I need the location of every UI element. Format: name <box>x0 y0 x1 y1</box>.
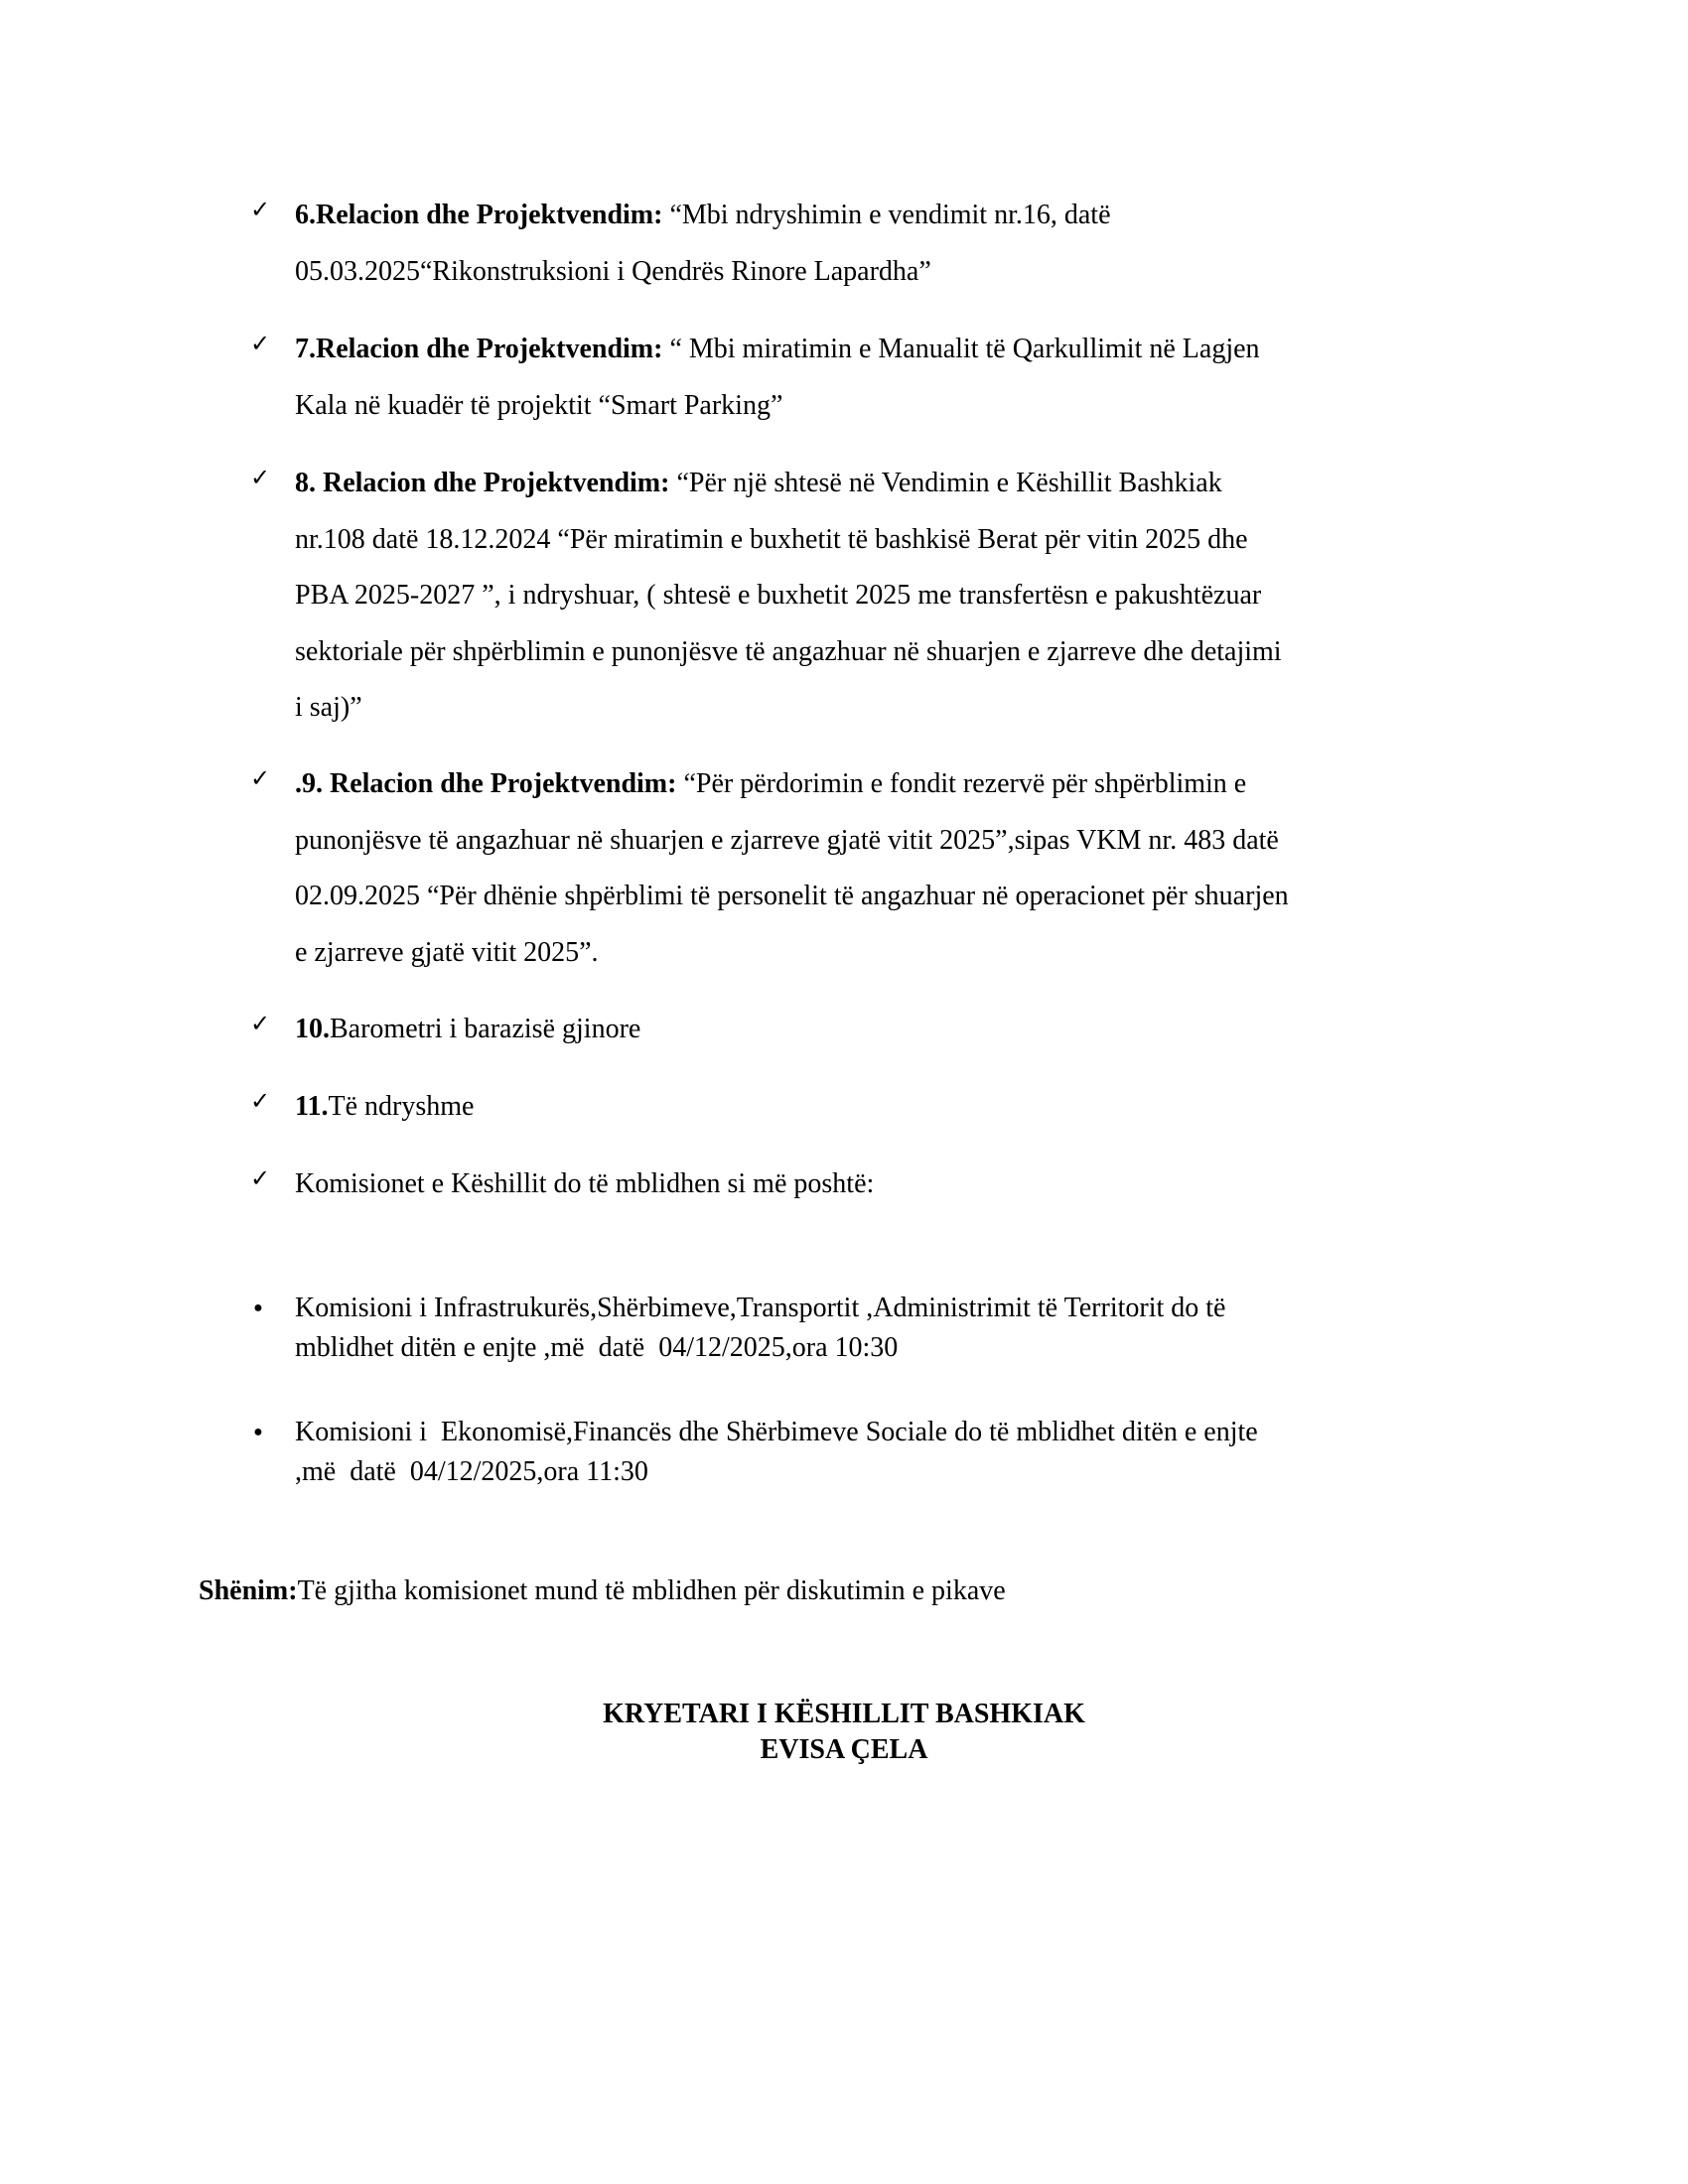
commission-item-infrastructure <box>253 1289 1486 1368</box>
agenda-item-line: 7.Relacion dhe Projektvendim: “ Mbi miratimin e Manualit të Qarkullimit në Lagjen <box>295 334 1260 364</box>
agenda-item-heading: .9. Relacion dhe Projektvendim: <box>295 768 677 799</box>
agenda-item-8 <box>249 464 1486 745</box>
agenda-item-line: PBA 2025-2027 ”, i ndryshuar, ( shtesë e buxhetit 2025 me transfertësn e pakushtëzuar <box>295 580 1262 611</box>
agenda-item-line: Kala në kuadër të projektit “Smart Parking” <box>295 389 783 421</box>
agenda-item-11 <box>249 1087 1486 1127</box>
agenda-item-line: 11.Të ndryshme <box>295 1091 475 1122</box>
agenda-item-line: 02.09.2025 “Për dhënie shpërblimi të personelit të angazhuar në operacionet për shuarjen <box>295 881 1289 911</box>
check-icon: ✓ <box>249 464 271 491</box>
agenda-item-7 <box>249 330 1486 442</box>
agenda-item-9 <box>249 764 1486 989</box>
agenda-item-10 <box>249 1010 1486 1049</box>
agenda-item-heading: 11. <box>295 1091 329 1122</box>
agenda-item-line: sektoriale për shpërblimin e punonjësve të angazhuar në shuarjen e zjarreve dhe detajimi <box>295 635 1282 667</box>
check-icon: ✓ <box>249 1164 271 1192</box>
check-icon: ✓ <box>249 764 271 792</box>
bullet-icon: ● <box>253 1299 263 1316</box>
agenda-item-line: punonjësve të angazhuar në shuarjen e zjarreve gjatë vitit 2025”,sipas VKM nr. 483 datë <box>295 824 1279 856</box>
agenda-item-line: 05.03.2025“Rikonstruksioni i Qendrës Rinore Lapardha” <box>295 255 931 287</box>
agenda-item-6 <box>249 196 1486 308</box>
signature-title: KRYETARI I KËSHILLIT BASHKIAK <box>603 1699 1085 1729</box>
commission-item-line: Komisioni i Infrastrukurës,Shërbimeve,Transportit ,Administrimit të Territorit do të <box>295 1293 1226 1323</box>
agenda-item-line: e zjarreve gjatë vitit 2025”. <box>295 936 599 968</box>
note <box>199 1571 1006 1611</box>
commission-item-economy <box>253 1413 1486 1492</box>
agenda-item-line: 8. Relacion dhe Projektvendim: “Për një shtesë në Vendimin e Këshillit Bashkiak <box>295 468 1222 498</box>
agenda-item-line: i saj)” <box>295 692 362 723</box>
check-icon: ✓ <box>249 196 271 223</box>
agenda-item-heading: 10. <box>295 1014 330 1044</box>
agenda-item-line: Komisionet e Këshillit do të mblidhen si më poshtë: <box>295 1168 875 1199</box>
agenda-item-commissions <box>249 1164 1486 1204</box>
note-text: Të gjitha komisionet mund të mblidhen për diskutimin e pikave <box>297 1575 1006 1606</box>
check-icon: ✓ <box>249 330 271 357</box>
check-icon: ✓ <box>249 1087 271 1115</box>
signature-name: EVISA ÇELA <box>760 1734 928 1765</box>
agenda-item-line: 10.Barometri i barazisë gjinore <box>295 1014 641 1044</box>
agenda-item-heading: 6.Relacion dhe Projektvendim: <box>295 200 663 230</box>
agenda-item-line: 6.Relacion dhe Projektvendim: “Mbi ndryshimin e vendimit nr.16, datë <box>295 200 1111 230</box>
agenda-item-line: nr.108 datë 18.12.2024 “Për miratimin e buxhetit të bashkisë Berat për vitin 2025 dhe <box>295 523 1248 555</box>
check-icon: ✓ <box>249 1010 271 1037</box>
commission-item-line: ,më datë 04/12/2025,ora 11:30 <box>295 1456 648 1487</box>
commission-item-line: mblidhet ditën e enjte ,më datë 04/12/2025,ora 10:30 <box>295 1332 899 1363</box>
bullet-icon: ● <box>253 1424 263 1440</box>
agenda-item-line: .9. Relacion dhe Projektvendim: “Për përdorimin e fondit rezervë për shpërblimin e <box>295 768 1247 799</box>
agenda-item-heading: 8. Relacion dhe Projektvendim: <box>295 468 670 498</box>
commission-item-line: Komisioni i Ekonomisë,Financës dhe Shërbimeve Sociale do të mblidhet ditën e enjte <box>295 1417 1258 1447</box>
agenda-item-heading: 7.Relacion dhe Projektvendim: <box>295 334 663 364</box>
note-label: Shënim: <box>199 1575 298 1606</box>
